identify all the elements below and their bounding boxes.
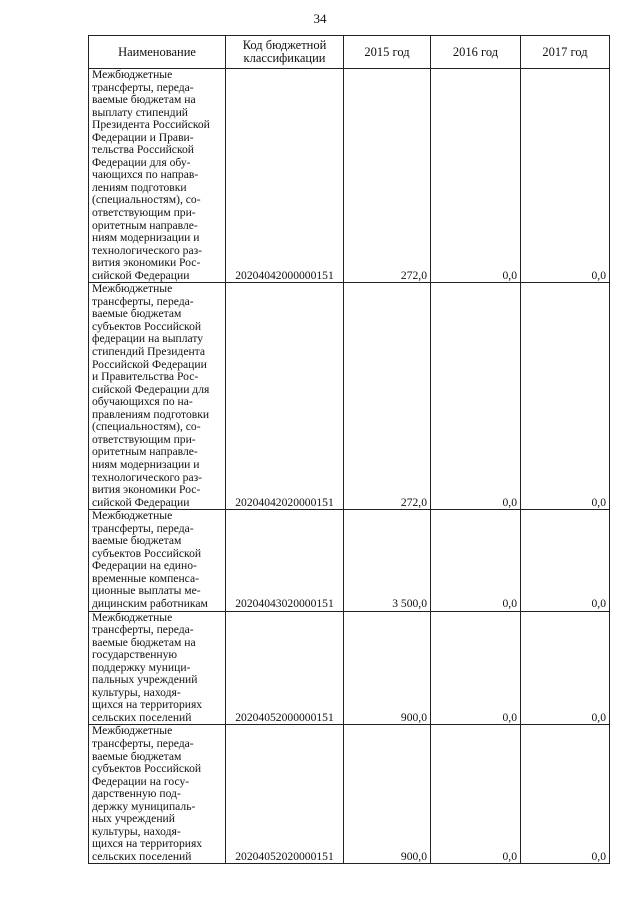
row-name-line: щихся на территориях [92,837,203,851]
row-name-line: временные компенса- [92,571,199,585]
row-name-line: вития экономики Рос- [92,256,201,270]
row-2016-cell: 0,0 [431,725,521,864]
row-name-line: обучающихся по на- [92,395,193,409]
row-name-cell [89,725,226,864]
row-name-line: Межбюджетные [92,509,173,523]
row-name-line: технологического раз- [92,243,203,257]
row-name-line: ваемые бюджетам на [92,93,196,107]
row-name-line: субъектов Российской [92,319,202,333]
table-row [89,725,610,864]
table-body [89,69,610,864]
row-name-line: трансферты, переда- [92,521,194,535]
row-name-line: пальных учреждений [92,673,198,687]
row-name-line: стипендий Президента [92,345,206,359]
row-2015-cell: 900,0 [344,725,431,864]
row-name-line: Президента Российской [92,118,210,132]
row-2017-cell: 0,0 [521,510,610,611]
row-2015-cell: 900,0 [344,611,431,725]
row-name-line: держку муниципаль- [92,799,196,813]
row-2015-cell: 272,0 [344,283,431,510]
row-name-line: тельства Российской [92,143,194,157]
row-name-line: Федерации и Прави- [92,130,194,144]
row-name-line: Межбюджетные [92,610,173,624]
row-name-line: трансферты, переда- [92,736,194,750]
header-code-line-1: Код бюджетной [242,38,327,52]
row-2017-cell: 0,0 [521,725,610,864]
row-name-line: дицинским работникам [92,596,208,610]
row-name-line: Федерации на госу- [92,774,190,788]
row-name-line: трансферты, переда- [92,623,194,637]
row-code-cell: 20204042000000151 [226,69,344,283]
row-name-line: (специальностям), со- [92,193,201,207]
row-name-line: оритетным направле- [92,218,198,232]
row-2015-cell: 3 500,0 [344,510,431,611]
row-name-line: технологического раз- [92,470,203,484]
table-row [89,611,610,725]
row-name-line: ных учреждений [92,812,175,826]
row-2016-cell: 0,0 [431,69,521,283]
row-name-line: субъектов Российской [92,546,202,560]
row-name-line: Межбюджетные [92,724,173,738]
row-name-line: государственную [92,648,178,662]
row-2015-cell: 272,0 [344,69,431,283]
page-number: 34 [313,11,327,26]
row-name-line: сельских поселений [92,849,192,863]
table-row [89,510,610,611]
row-name-line: ваемые бюджетам [92,749,182,763]
row-name-line: оритетным направле- [92,445,198,459]
row-code-cell: 20204052000000151 [226,611,344,725]
header-2017: 2017 год [521,36,610,69]
table-header [89,36,610,69]
row-name-cell [89,611,226,725]
row-name-line: лениям подготовки [92,180,187,194]
header-2015: 2015 год [344,36,431,69]
row-name-cell [89,510,226,611]
header-2016: 2016 год [431,36,521,69]
row-name-line: культуры, находя- [92,824,181,838]
row-code-cell: 20204042020000151 [226,283,344,510]
row-name-line: сийской Федерации [92,268,190,282]
row-name-line: поддержку муници- [92,660,191,674]
row-name-line: федерации на выплату [92,332,204,346]
row-name-line: правлениям подготовки [92,407,210,421]
row-name-line: выплату стипендий [92,105,188,119]
row-name-line: сельских поселений [92,710,192,724]
row-name-line: трансферты, переда- [92,294,194,308]
row-2017-cell: 0,0 [521,283,610,510]
row-name-line: ционные выплаты ме- [92,584,201,598]
row-name-line: щихся на территориях [92,698,203,712]
table-row [89,283,610,510]
row-name-line: ниям модернизации и [92,231,200,245]
row-2016-cell: 0,0 [431,611,521,725]
row-name-line: культуры, находя- [92,685,181,699]
row-2016-cell: 0,0 [431,510,521,611]
header-name: Наименование [89,36,226,69]
row-name-line: ваемые бюджетам [92,534,182,548]
row-name-line: сийской Федерации [92,495,190,509]
row-2017-cell: 0,0 [521,611,610,725]
row-name-line: чающихся по направ- [92,168,199,182]
header-code-line-2: классификации [243,51,326,65]
row-name-line: ниям модернизации и [92,457,200,471]
row-name-line: Российской Федерации [92,357,207,371]
row-name-line: Федерации на едино- [92,559,197,573]
row-name-line: Межбюджетные [92,282,173,296]
row-name-line: сийской Федерации для [92,382,210,396]
row-code-cell: 20204043020000151 [226,510,344,611]
row-name-cell [89,283,226,510]
row-name-line: ответствующим при- [92,432,196,446]
table-row [89,69,610,283]
row-name-line: субъектов Российской [92,762,202,776]
row-name-line: трансферты, переда- [92,80,194,94]
row-name-line: вития экономики Рос- [92,483,201,497]
row-code-cell: 20204052020000151 [226,725,344,864]
budget-table [88,35,610,864]
row-2016-cell: 0,0 [431,283,521,510]
row-name-line: дарственную под- [92,787,181,801]
row-name-line: Федерации для обу- [92,155,191,169]
header-code [226,36,344,69]
row-name-line: Межбюджетные [92,68,173,81]
row-name-cell [89,69,226,283]
header-row [89,36,610,69]
row-name-line: ответствующим при- [92,206,196,220]
row-2017-cell: 0,0 [521,69,610,283]
row-name-line: и Правительства Рос- [92,370,199,384]
row-name-line: ваемые бюджетам [92,307,182,321]
row-name-line: (специальностям), со- [92,420,201,434]
row-name-line: ваемые бюджетам на [92,635,196,649]
